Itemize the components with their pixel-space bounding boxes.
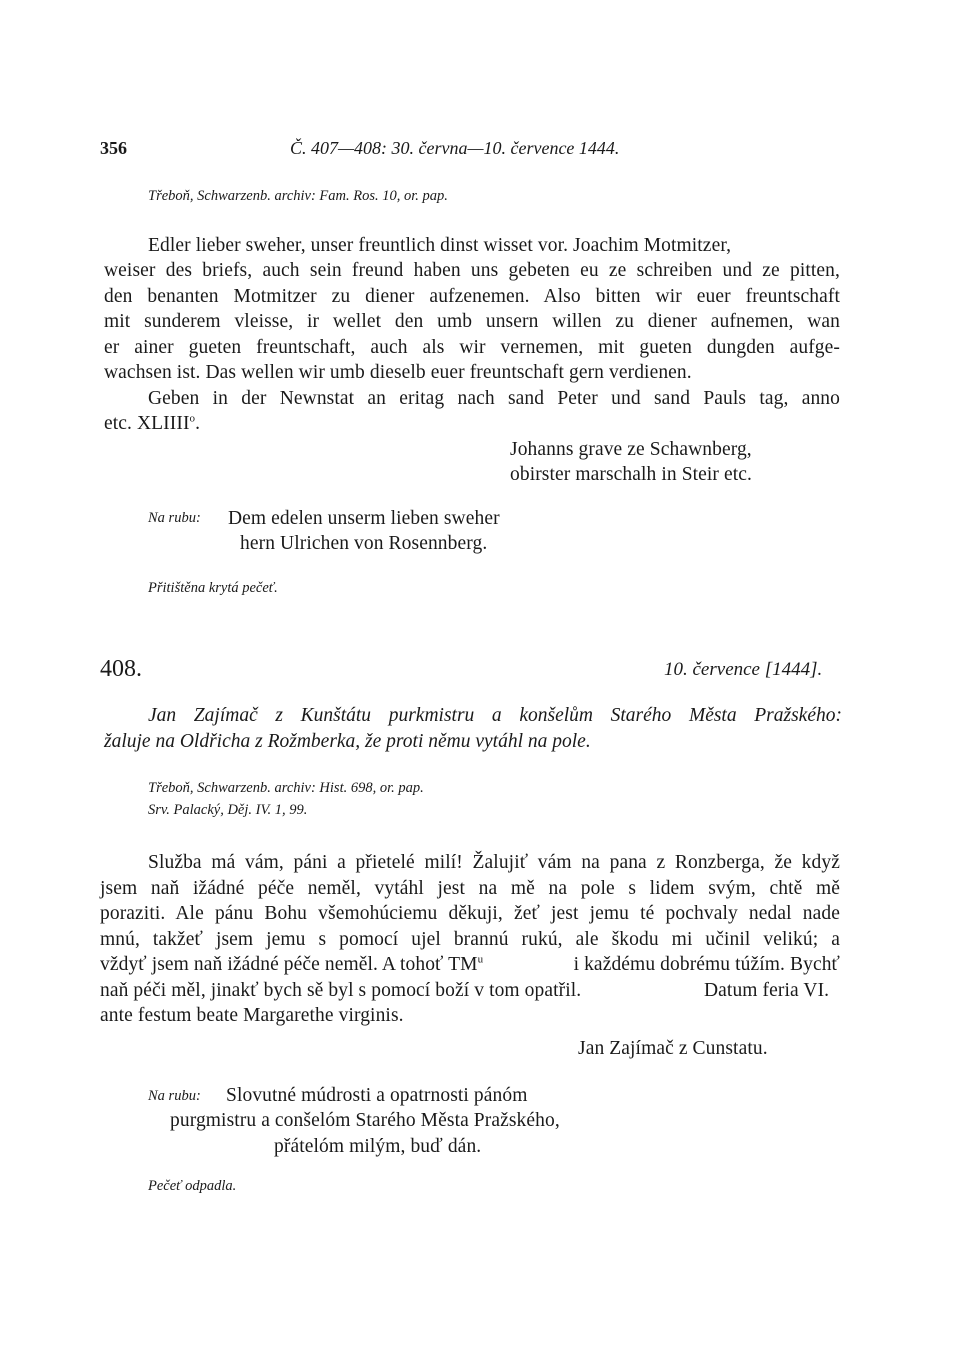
doc408-regest-2: žaluje na Oldřicha z Rožmberka, že proti němu vytáhl na pole. <box>104 731 591 752</box>
doc408-signature: Jan Zajímač z Cunstatu. <box>578 1038 768 1059</box>
doc408-line-5-sup: u <box>477 953 484 966</box>
doc408-seal-note: Pečeť odpadla. <box>148 1178 237 1194</box>
doc408-line-3: poraziti. Ale pánu Bohu všemohúciemu děkuji, žeť jest jemu té pochvaly nedal nade <box>100 903 840 924</box>
doc408-line-4: mnú, takžeť jsem jemu s pomocí ujel brannú rukú, ale škodu mi učinil velikú; a <box>100 929 840 950</box>
doc407-line-4: mit sunderem vleisse, ir wellet den umb unsern willen zu diener aufnemen, wan <box>104 311 840 332</box>
doc407-line-6: wachsen ist. Das wellen wir umb dieselb euer freuntschaft gern verdienen. <box>104 362 692 383</box>
doc408-line-5 <box>100 952 840 977</box>
doc407-address-2: hern Ulrichen von Rosennberg. <box>240 533 488 554</box>
doc407-line-1: Edler lieber sweher, unser freuntlich dinst wisset vor. Joachim Motmitzer, <box>148 235 732 256</box>
doc408-source-2: Srv. Palacký, Děj. IV. 1, 99. <box>148 802 308 818</box>
doc407-line-8 <box>104 411 200 436</box>
page-number: 356 <box>100 138 127 158</box>
doc408-address-2: purgmistru a conšelóm Starého Města Pražského, <box>170 1110 560 1131</box>
doc408-line-1: Služba má vám, páni a přietelé milí! Žalujiť vám na pana z Ronzberga, že když <box>148 852 840 873</box>
doc407-line-3: den benanten Motmitzer zu diener aufzenemen. Also bitten wir euer freuntschaft <box>104 286 840 307</box>
doc408-address-3: přátelóm milým, buď dán. <box>274 1136 482 1157</box>
doc407-signature-1: Johanns grave ze Schawnberg, <box>510 439 752 460</box>
doc408-line-5-text: vždyť jsem naň ižádné péče neměl. A tohoť TM <box>100 954 478 975</box>
doc408-address-label: Na rubu: <box>148 1088 201 1104</box>
doc408-date: 10. července [1444]. <box>664 659 823 680</box>
doc407-year-end: . <box>195 413 201 434</box>
doc407-address-label: Na rubu: <box>148 510 201 526</box>
doc408-line-2: jsem naň ižádné péče neměl, vytáhl jest na mě na pole s lidem svým, chtě mě <box>100 878 840 899</box>
doc408-line-7: ante festum beate Margarethe virginis. <box>100 1005 404 1026</box>
doc408-line-6a: naň péči měl, jinakť bych sě byl s pomocí boží v tom opatřil. <box>100 980 582 1001</box>
doc407-year-sup: o <box>189 412 196 425</box>
doc408-line-5-a <box>100 952 483 977</box>
doc408-line-5-b: i každému dobrému túžím. Bychť <box>573 954 840 975</box>
doc408-address-1: Slovutné múdrosti a opatrnosti pánóm <box>226 1085 528 1106</box>
doc407-line-7: Geben in der Newnstat an eritag nach sand Peter und sand Pauls tag, anno <box>148 388 840 409</box>
running-title: Č. 407—408: 30. června—10. července 1444. <box>290 138 620 158</box>
doc407-year-text: etc. XLIIII <box>104 413 190 434</box>
doc408-line-6b: Datum feria VI. <box>704 980 830 1001</box>
doc408-number: 408. <box>100 656 142 682</box>
doc407-line-2: weiser des briefs, auch sein freund haben uns gebeten eu ze schreiben und ze pitten, <box>104 260 840 281</box>
doc407-address-1: Dem edelen unserm lieben sweher <box>228 508 500 529</box>
doc408-regest-1: Jan Zajímač z Kunštátu purkmistru a konšelům Starého Města Pražského: <box>148 705 842 726</box>
doc407-line-5: er ainer gueten freuntschaft, auch als wir vernemen, mit gueten dungden aufge- <box>104 337 840 358</box>
doc407-seal-note: Přitištěna krytá pečeť. <box>148 580 278 596</box>
doc408-source-1: Třeboň, Schwarzenb. archiv: Hist. 698, or. pap. <box>148 780 424 796</box>
doc407-source: Třeboň, Schwarzenb. archiv: Fam. Ros. 10, or. pap. <box>148 188 448 204</box>
doc407-signature-2: obirster marschalh in Steir etc. <box>510 464 752 485</box>
